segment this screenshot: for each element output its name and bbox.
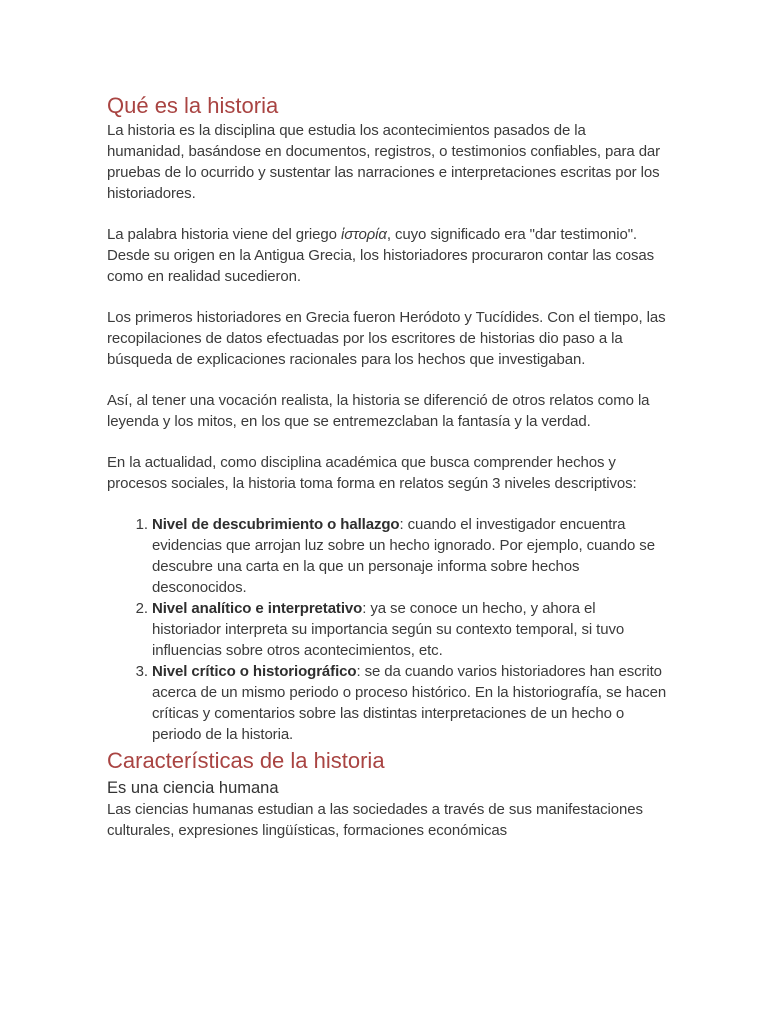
list-item (152, 598, 667, 661)
section-heading-caracteristicas: Características de la historia (107, 748, 385, 773)
level-term: Nivel de descubrimiento o hallazgo (152, 516, 400, 533)
paragraph-realism: Así, al tener una vocación realista, la historia se diferenció de otros relatos como la leyenda y los mitos, en los que se entremezclaban la fantasía y la verdad. (107, 392, 650, 430)
etymology-text-after: , cuyo significado era "dar testimonio". Desde su origen en la Antigua Grecia, los historiadores procuraron contar las cosas como en realidad sucedieron. (107, 226, 655, 285)
levels-list (107, 514, 667, 745)
document-page (107, 92, 667, 841)
paragraph-levels-intro: En la actualidad, como disciplina académica que busca comprender hechos y procesos sociales, la historia toma forma en relatos según 3 niveles descriptivos: (107, 454, 637, 492)
level-description: : se da cuando varios historiadores han escrito acerca de un mismo periodo o proceso histórico. En la historiografía, se hacen críticas y comentarios sobre las distintas interpretaciones de un hecho o periodo de la historia. (152, 663, 667, 743)
paragraph-etymology (107, 224, 667, 287)
greek-word: ἱστορία (340, 226, 387, 243)
paragraph-ciencias-humanas: Las ciencias humanas estudian a las sociedades a través de sus manifestaciones culturales, expresiones lingüísticas, formaciones económicas (107, 801, 643, 839)
level-term: Nivel analítico e interpretativo (152, 600, 363, 617)
level-description: : ya se conoce un hecho, y ahora el historiador interpreta su importancia según su contexto temporal, si tuvo influencias sobre otros acontecimientos, etc. (152, 600, 625, 659)
list-item (152, 514, 667, 598)
section-heading-que-es-la-historia: Qué es la historia (107, 93, 279, 118)
subsection-heading-ciencia-humana: Es una ciencia humana (107, 779, 279, 797)
level-term: Nivel crítico o historiográfico (152, 663, 357, 680)
etymology-text-before: La palabra historia viene del griego (107, 226, 341, 243)
list-item (152, 661, 667, 745)
paragraph-definition: La historia es la disciplina que estudia los acontecimientos pasados de la humanidad, basándose en documentos, registros, o testimonios confiables, para dar pruebas de lo ocurrido y sustentar las narraciones e interpretaciones escritas por los historiadores. (107, 122, 661, 202)
level-description: : cuando el investigador encuentra evidencias que arrojan luz sobre un hecho ignorado. Por ejemplo, cuando se descubre una carta en la que un personaje informa sobre hechos desconocidos. (152, 516, 655, 596)
paragraph-first-historians: Los primeros historiadores en Grecia fueron Heródoto y Tucídides. Con el tiempo, las recopilaciones de datos efectuadas por los escritores de historias dio paso a la búsqueda de explicaciones racionales para los hechos que investigaban. (107, 309, 666, 368)
